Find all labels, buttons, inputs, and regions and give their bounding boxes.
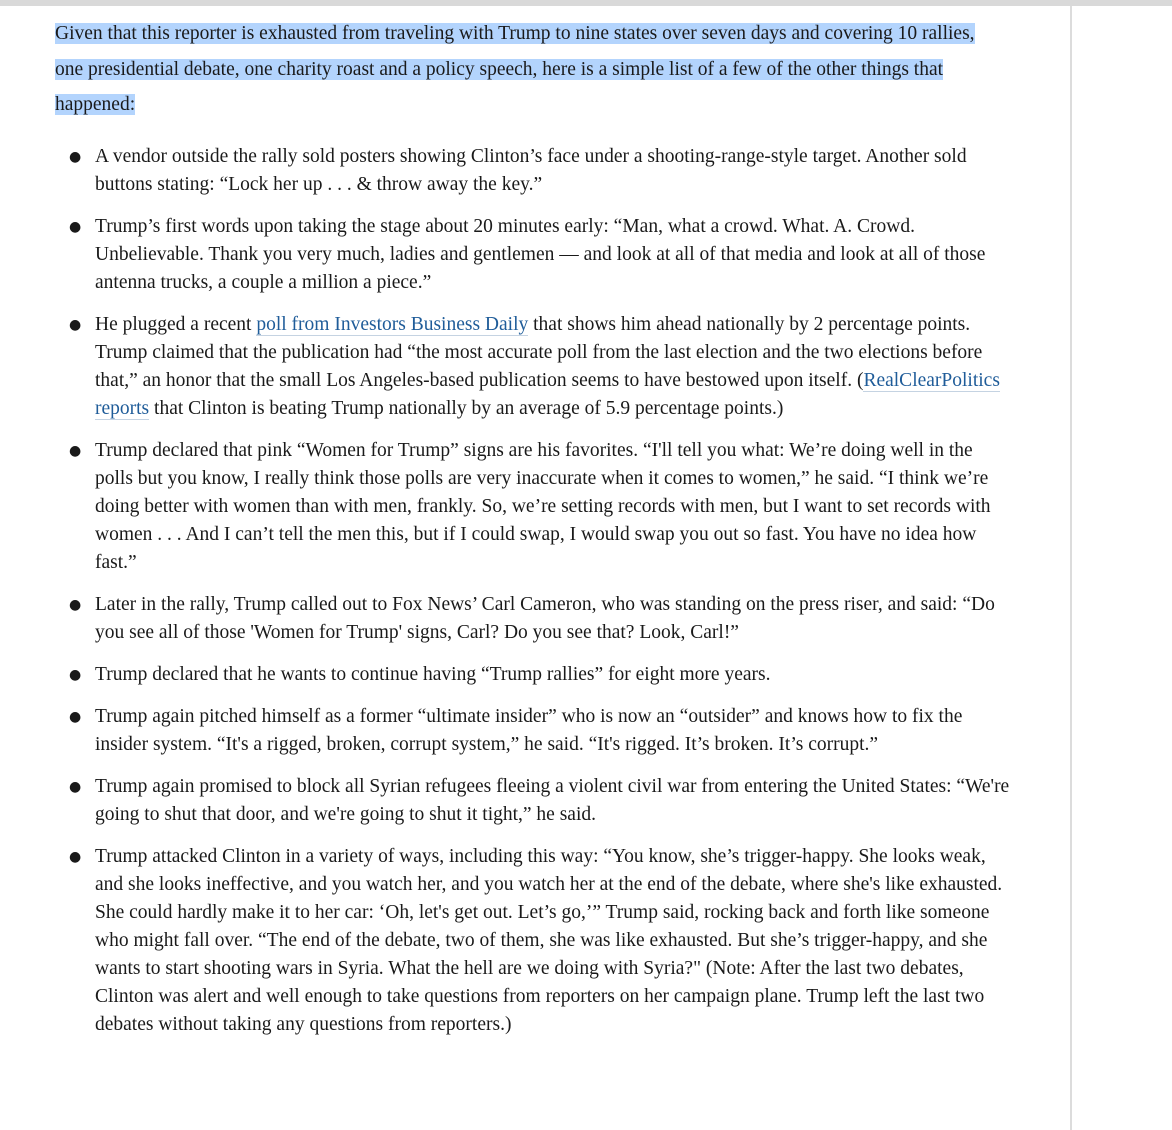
bullet-dot-icon: ● (69, 848, 82, 865)
list-item (55, 437, 1015, 577)
list-item (55, 311, 1015, 423)
window-top-bar (0, 0, 1172, 6)
bullet-dot-icon: ● (69, 218, 82, 235)
page-right-border (1070, 6, 1072, 1130)
list-item (55, 703, 1015, 759)
bullet-dot-icon: ● (69, 596, 82, 613)
list-item-text: Trump attacked Clinton in a variety of ways, including this way: “You know, she’s trigger-happy. She looks weak, and she looks ineffective, and you watch her, and you watch her at the end of the debate, where she's like exhausted. She could hardly make it to her car: ‘Oh, let's get out. Let’s go,’” Trump said, rocking back and forth like someone who might fall over. “The end of the debate, two of them, she was like exhausted. But she’s trigger-happy, and she wants to start shooting wars in Syria. What the hell are we doing with Syria?" (Note: After the last two debates, Clinton was alert and well enough to take questions from reporters on her campaign plane. Trump left the last two debates without taking any questions from reporters.) (95, 845, 1003, 1035)
list-item (55, 773, 1015, 829)
list-item-text-pre: He plugged a recent (95, 313, 257, 335)
list-item (55, 213, 1015, 297)
list-item-text: Trump again pitched himself as a former “ultimate insider” who is now an “outsider” and knows how to fix the insider system. “It's a rigged, broken, corrupt system,” he said. “It's rigged. It’s broken. It’s corrupt.” (95, 705, 963, 755)
list-item-text: A vendor outside the rally sold posters showing Clinton’s face under a shooting-range-style target. Another sold buttons stating: “Lock her up . . . & throw away the key.” (95, 145, 967, 195)
bullet-dot-icon: ● (69, 148, 82, 165)
poll-link[interactable]: poll from Investors Business Daily (256, 313, 529, 335)
list-item (55, 843, 1015, 1039)
list-item (55, 143, 1015, 199)
article-body (55, 16, 1015, 1053)
list-item-text: Trump’s first words upon taking the stage about 20 minutes early: “Man, what a crowd. What. A. Crowd. Unbelievable. Thank you very much, ladies and gentlemen — and look at all of that media and look at all of those antenna trucks, a couple a million a piece.” (95, 215, 986, 293)
bullet-dot-icon: ● (69, 666, 82, 683)
list-item-text-mid: that shows him ahead nationally by 2 percentage points. Trump claimed that the publication had “the most accurate poll from the last election and the two elections before that,” an honor that the small Los Angeles-based publication seems to have bestowed upon itself. ( (95, 313, 983, 391)
bullet-dot-icon: ● (69, 708, 82, 725)
list-item-text: Later in the rally, Trump called out to Fox News’ Carl Cameron, who was standing on the press riser, and said: “Do you see all of those 'Women for Trump' signs, Carl? Do you see that? Look, Carl!” (95, 593, 995, 643)
bullet-dot-icon: ● (69, 778, 82, 795)
intro-paragraph (55, 16, 1005, 123)
list-item (55, 591, 1015, 647)
list-item-text: Trump declared that he wants to continue having “Trump rallies” for eight more years. (95, 663, 771, 685)
bullet-dot-icon: ● (69, 442, 82, 459)
selected-text-highlight[interactable]: Given that this reporter is exhausted from traveling with Trump to nine states over seven days and covering 10 rallies, one presidential debate, one charity roast and a policy speech, here is a simple list of a few of the other things that happened: (55, 23, 975, 115)
list-item-text: Trump declared that pink “Women for Trump” signs are his favorites. “I'll tell you what: We’re doing well in the polls but you know, I really think those polls are very inaccurate when it comes to women,” he said. “I think we’re doing better with women than with men, frankly. So, we’re setting records with men, but I want to set records with women . . . And I can’t tell the men this, but if I could swap, I would swap you out so fast. You have no idea how fast.” (95, 439, 991, 573)
realclearpolitics-link[interactable]: RealClearPolitics reports (95, 369, 1000, 419)
bullet-list (55, 143, 1015, 1039)
list-item (55, 661, 1015, 689)
list-item-text: Trump again promised to block all Syrian refugees fleeing a violent civil war from entering the United States: “We're going to shut that door, and we're going to shut it tight,” he said. (95, 775, 1010, 825)
bullet-dot-icon: ● (69, 316, 82, 333)
list-item-text-post: that Clinton is beating Trump nationally by an average of 5.9 percentage points.) (149, 397, 784, 419)
